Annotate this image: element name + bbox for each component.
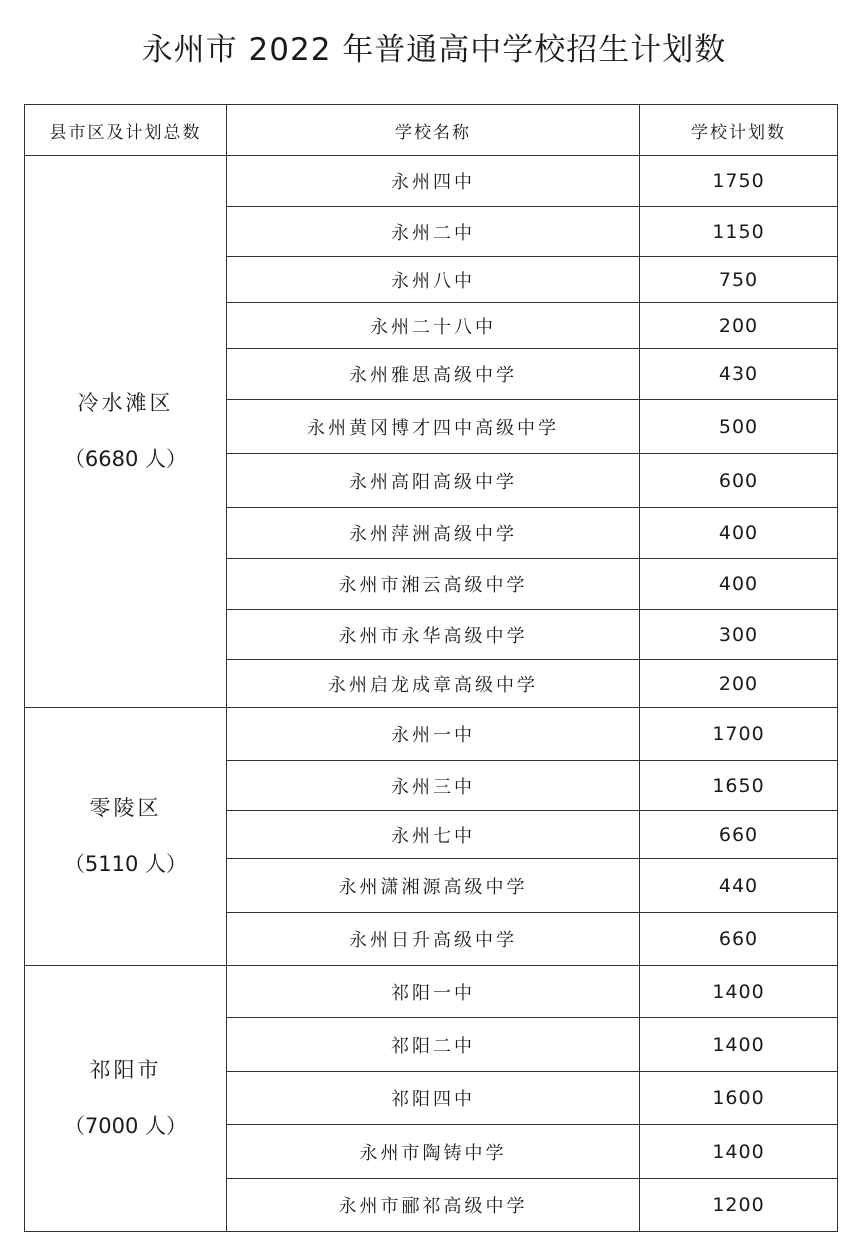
school-count: 1700: [640, 708, 838, 761]
district-cell: [25, 966, 227, 1232]
district-total: （6680 人）: [63, 446, 188, 471]
school-count: 1650: [640, 761, 838, 811]
district-total: （7000 人）: [63, 1113, 188, 1138]
header-district: 县市区及计划总数: [25, 105, 227, 156]
school-name: 永州高阳高级中学: [227, 454, 640, 508]
school-name: 永州一中: [227, 708, 640, 761]
school-count: 300: [640, 610, 838, 660]
school-count: 1600: [640, 1072, 838, 1125]
school-count: 430: [640, 349, 838, 400]
school-count: 1150: [640, 207, 838, 257]
enrollment-plan-table: [24, 104, 838, 1232]
table-header-row: [25, 105, 838, 156]
header-count: 学校计划数: [640, 105, 838, 156]
table-row: [25, 708, 838, 761]
school-name: 祁阳四中: [227, 1072, 640, 1125]
school-name: 永州潇湘源高级中学: [227, 859, 640, 913]
school-count: 600: [640, 454, 838, 508]
school-count: 1400: [640, 1125, 838, 1179]
table-body: [25, 156, 838, 1232]
school-count: 400: [640, 559, 838, 610]
table-row: [25, 966, 838, 1018]
school-name: 永州三中: [227, 761, 640, 811]
school-name: 永州黄冈博才四中高级中学: [227, 400, 640, 454]
school-name: 祁阳二中: [227, 1018, 640, 1072]
school-name: 永州日升高级中学: [227, 913, 640, 966]
district-total: （5110 人）: [63, 851, 188, 876]
school-count: 200: [640, 303, 838, 349]
school-count: 1750: [640, 156, 838, 207]
district-name: 冷水滩区: [77, 390, 174, 415]
district-cell: [25, 708, 227, 966]
school-name: 永州七中: [227, 811, 640, 859]
school-count: 660: [640, 913, 838, 966]
school-name: 永州二中: [227, 207, 640, 257]
district-cell: [25, 156, 227, 708]
school-name: 永州市郦祁高级中学: [227, 1179, 640, 1232]
page-title: 永州市 2022 年普通高中学校招生计划数: [141, 32, 727, 68]
school-count: 400: [640, 508, 838, 559]
school-name: 永州市永华高级中学: [227, 610, 640, 660]
district-name: 零陵区: [89, 795, 162, 820]
school-name: 祁阳一中: [227, 966, 640, 1018]
school-count: 500: [640, 400, 838, 454]
school-name: 永州启龙成章高级中学: [227, 660, 640, 708]
school-name: 永州八中: [227, 257, 640, 303]
school-count: 1200: [640, 1179, 838, 1232]
school-count: 1400: [640, 966, 838, 1018]
school-count: 440: [640, 859, 838, 913]
school-name: 永州二十八中: [227, 303, 640, 349]
school-name: 永州市湘云高级中学: [227, 559, 640, 610]
school-count: 660: [640, 811, 838, 859]
school-count: 200: [640, 660, 838, 708]
school-name: 永州市陶铸中学: [227, 1125, 640, 1179]
school-count: 1400: [640, 1018, 838, 1072]
table-row: [25, 156, 838, 207]
district-name: 祁阳市: [89, 1057, 162, 1082]
school-count: 750: [640, 257, 838, 303]
header-school: 学校名称: [227, 105, 640, 156]
school-name: 永州萍洲高级中学: [227, 508, 640, 559]
school-name: 永州雅思高级中学: [227, 349, 640, 400]
school-name: 永州四中: [227, 156, 640, 207]
